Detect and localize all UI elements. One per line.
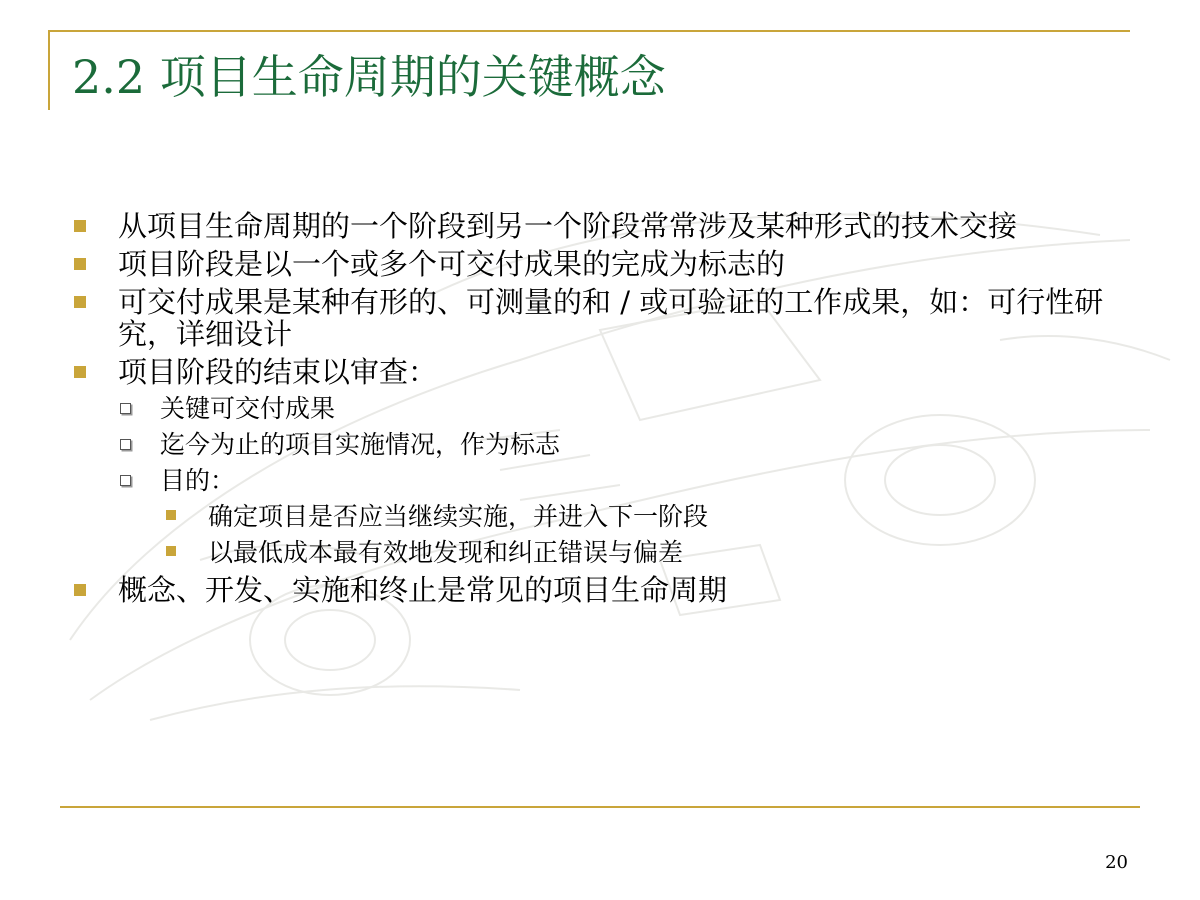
sub-list-item-text: 迄今为止的项目实施情况，作为标志 — [160, 430, 561, 459]
gold-square-bullet-icon — [74, 258, 86, 270]
sub-sub-list-item — [70, 502, 1140, 532]
title-top-rule — [48, 30, 1130, 32]
list-item-text: 从项目生命周期的一个阶段到另一个阶段常常涉及某种形式的技术交接 — [118, 209, 1018, 243]
hollow-square-bullet-icon — [120, 439, 131, 450]
gold-square-bullet-icon — [74, 366, 86, 378]
hollow-square-bullet-icon — [120, 403, 131, 414]
sub-list-item — [70, 430, 1140, 460]
sub-sub-list-item-text: 以最低成本最有效地发现和纠正错误与偏差 — [208, 538, 684, 567]
list-item-text: 项目阶段的结束以审查： — [118, 355, 438, 389]
hollow-square-bullet-icon — [120, 475, 131, 486]
list-item-text: 概念、开发、实施和终止是常见的项目生命周期 — [118, 573, 728, 607]
gold-square-bullet-icon — [74, 296, 86, 308]
list-item — [70, 356, 1140, 388]
slide-title: 2.2 项目生命周期的关键概念 — [72, 50, 666, 104]
bullet-list — [70, 210, 1140, 612]
gold-square-bullet-icon — [166, 546, 176, 556]
list-item — [70, 574, 1140, 606]
list-item — [70, 286, 1140, 350]
gold-square-bullet-icon — [74, 220, 86, 232]
sub-list-item — [70, 394, 1140, 424]
title-left-rule — [48, 30, 50, 110]
sub-sub-list-item-text: 确定项目是否应当继续实施，并进入下一阶段 — [208, 502, 709, 531]
list-item — [70, 210, 1140, 242]
sub-list-item-text: 目的： — [160, 466, 236, 495]
page-number: 20 — [1105, 852, 1128, 873]
gold-square-bullet-icon — [166, 510, 176, 520]
list-item — [70, 248, 1140, 280]
list-item-text: 项目阶段是以一个或多个可交付成果的完成为标志的 — [118, 247, 786, 281]
sub-list-item — [70, 466, 1140, 496]
footer-rule — [60, 806, 1140, 808]
sub-list-item-text: 关键可交付成果 — [160, 394, 336, 423]
gold-square-bullet-icon — [74, 584, 86, 596]
list-item-text: 可交付成果是某种有形的、可测量的和 / 或可验证的工作成果，如：可行性研究，详细设计 — [118, 285, 1104, 351]
sub-sub-list-item — [70, 538, 1140, 568]
